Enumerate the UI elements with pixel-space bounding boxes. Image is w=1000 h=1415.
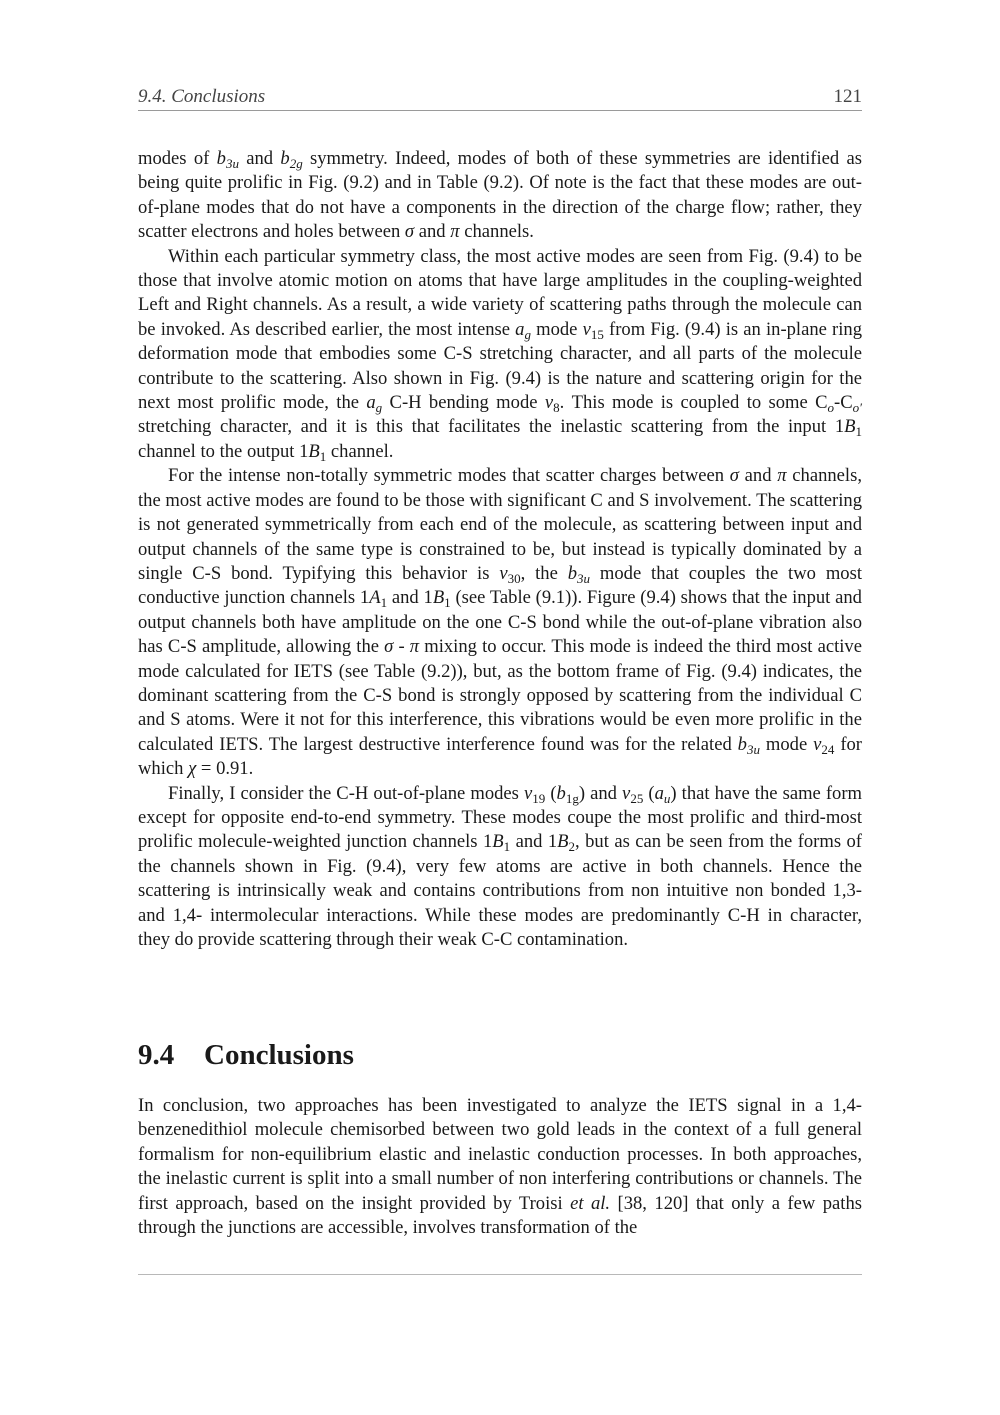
- section-number: 9.4: [138, 1039, 175, 1071]
- paragraph-5: In conclusion, two approaches has been investigated to analyze the IETS signal in a 1,4-benzenedithiol molecule chemisorbed between two gold leads in the context of a full general formalism for non-equilibrium elastic and inelastic conduction processes. In both approaches, the inelastic current is split into a small number of non interfering contributions or channels. The first approach, based on the insight provided by Troisi et al. [38, 120] that only a few paths through the junctions are accessible, involves transformation of the: [138, 1095, 862, 1239]
- running-header: [138, 86, 862, 111]
- page-number: 121: [833, 86, 862, 107]
- paragraph-2: Within each particular symmetry class, the most active modes are seen from Fig. (9.4) to be those that involve atomic motion on atoms that have large amplitudes in the coupling-weighted Left and Right channels. As a result, a wide variety of scattering paths through the molecule can be invoked. As described earlier, the most intense $a_g$ mode $\nu_{15}$ from Fig. (9.4) is an in-plane ring deformation mode that embodies some C-S stretching character, and all parts of the molecule contribute to the scattering. Also shown in Fig. (9.4) is the nature and scattering origin for the next most prolific mode, the $a_g$ C-H bending mode $\nu_8$. This mode is coupled to some $C_o-C_{o'}$ stretching character, and it is this that facilitates the inelastic scattering from the input $1B_1$ channel to the output $1B_1$ channel.: [138, 245, 863, 464]
- paragraph-4: Finally, I consider the C-H out-of-plane modes $\nu_{19}$ $(b_{1g})$ and $\nu_{25}$ $(a_u)$ that have the same form except for opposite end-to-end symmetry. These modes coupe the most prolific and third-most prolific molecule-weighted junction channels $1B_1$ and $1B_2$, but as can be seen from the forms of the channels shown in Fig. (9.4), very few atoms are active in both channels. Hence the scattering is intrinsically weak and contains contributions from non intuitive non bonded 1,3- and 1,4- intermolecular interactions. While these modes are predominantly C-H in character, they do provide scattering through their weak C-C contamination.: [138, 782, 862, 950]
- paragraph-1: modes of $b_{3u}$ and $b_{2g}$ symmetry. Indeed, modes of both of these symmetries are identified as being quite prolific in Fig. (9.2) and in Table (9.2). Of note is the fact that these modes are out-of-plane modes that do not have a components in the direction of the charge flow; rather, they scatter electrons and holes between σ and π channels.: [138, 148, 862, 243]
- body-text: [138, 147, 862, 952]
- section-heading: [138, 1038, 862, 1072]
- conclusions-text: [138, 1094, 862, 1240]
- section-title: Conclusions: [204, 1039, 354, 1071]
- footer-rule: [138, 1274, 862, 1275]
- running-head-title: 9.4. Conclusions: [138, 86, 266, 107]
- paragraph-3: For the intense non-totally symmetric modes that scatter charges between σ and π channels, the most active modes are found to be those with significant C and S involvement. The scattering is not generated symmetrically from each end of the molecule, as scattering between input and output channels of the same type is constrained to be, but instead is typically dominated by a single C-S bond. Typifying this behavior is $\nu_{30}$, the $b_{3u}$ mode that couples the two most conductive junction channels $1A_1$ and $1B_1$ (see Table (9.1)). Figure (9.4) shows that the input and output channels both have amplitude on the one C-S bond while the out-of-plane vibration also has C-S amplitude, allowing the σ - π mixing to occur. This mode is indeed the third most active mode calculated for IETS (see Table (9.2)), but, as the bottom frame of Fig. (9.4) indicates, the dominant scattering from the C-S bond is strongly opposed by scattering from the individual C and S atoms. Were it not for this interference, this vibrations would be even more prolific in the calculated IETS. The largest destructive interference found was for the related $b_{3u}$ mode $\nu_{24}$ for which χ = 0.91.: [138, 465, 862, 780]
